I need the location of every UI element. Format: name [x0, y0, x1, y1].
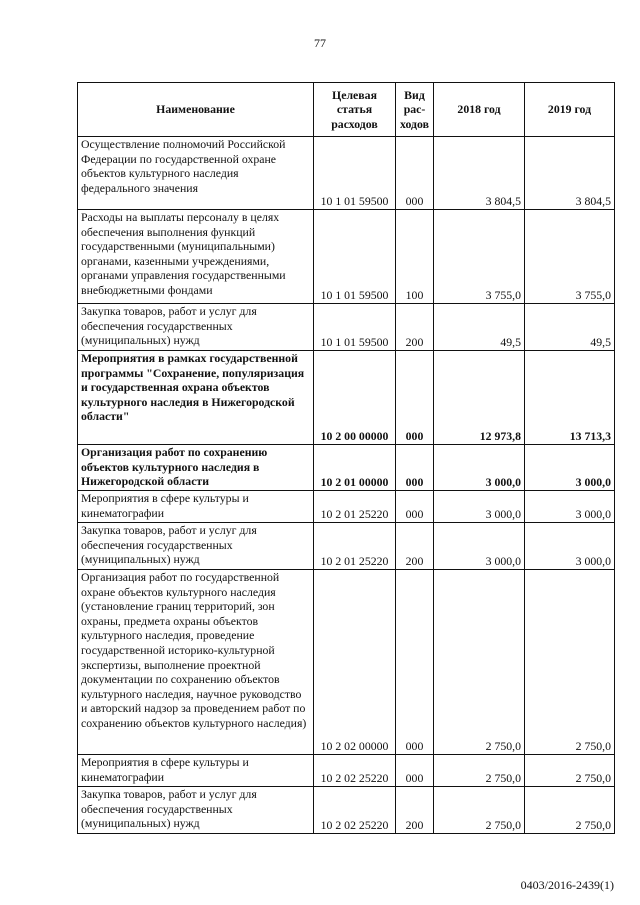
table-row: [78, 787, 615, 834]
table-row: [78, 137, 615, 210]
row-2019: 3 804,5: [525, 137, 615, 210]
row-name: Мероприятия в сфере культуры и кинематографии: [78, 491, 314, 523]
row-kind: 000: [396, 351, 434, 445]
row-2018: 3 000,0: [434, 491, 525, 523]
row-name: Осуществление полномочий Российской Федерации по государственной охране объектов культурного наследия федерального значения: [78, 137, 314, 210]
row-name: Мероприятия в рамках государственной программы "Сохранение, популяризация и государственная охрана объектов культурного наследия в Нижегородской области": [78, 351, 314, 445]
row-2018: 3 804,5: [434, 137, 525, 210]
row-2019: 49,5: [525, 304, 615, 351]
row-code: 10 2 01 25220: [314, 523, 396, 570]
header-year-2018: 2018 год: [434, 83, 525, 137]
row-name: Мероприятия в сфере культуры и кинематографии: [78, 755, 314, 787]
row-kind: 200: [396, 787, 434, 834]
row-name: Организация работ по государственной охране объектов культурного наследия (установление границ территорий, зон охраны, предмета охраны объектов культурного наследия, проведение государственной историко-культурной экспертизы, выполнение проектной документации по сохранению объектов культурного наследия, научное руководство и авторский надзор за проведением работ по сохранению объектов культурного наследия): [78, 570, 314, 755]
row-2019: 3 000,0: [525, 491, 615, 523]
table-row: [78, 523, 615, 570]
row-kind: 000: [396, 445, 434, 491]
row-kind: 000: [396, 755, 434, 787]
row-2019: 3 000,0: [525, 445, 615, 491]
table-header-row: [78, 83, 615, 137]
row-2019: 13 713,3: [525, 351, 615, 445]
table-row: [78, 491, 615, 523]
row-2019: 3 000,0: [525, 523, 615, 570]
row-kind: 000: [396, 491, 434, 523]
row-code: 10 2 01 25220: [314, 491, 396, 523]
table-row: [78, 210, 615, 304]
row-2018: 12 973,8: [434, 351, 525, 445]
row-code: 10 1 01 59500: [314, 137, 396, 210]
row-name: Организация работ по сохранению объектов культурного наследия в Нижегородской области: [78, 445, 314, 491]
table-row: [78, 351, 615, 445]
row-2019: 3 755,0: [525, 210, 615, 304]
row-2019: 2 750,0: [525, 755, 615, 787]
table-row: [78, 445, 615, 491]
row-name: Закупка товаров, работ и услуг для обеспечения государственных (муниципальных) нужд: [78, 304, 314, 351]
row-2019: 2 750,0: [525, 787, 615, 834]
row-code: 10 2 02 25220: [314, 787, 396, 834]
row-name: Закупка товаров, работ и услуг для обеспечения государственных (муниципальных) нужд: [78, 787, 314, 834]
header-name: Наименование: [78, 83, 314, 137]
row-2018: 2 750,0: [434, 787, 525, 834]
row-2019: 2 750,0: [525, 570, 615, 755]
row-2018: 3 755,0: [434, 210, 525, 304]
row-name: Закупка товаров, работ и услуг для обеспечения государственных (муниципальных) нужд: [78, 523, 314, 570]
row-kind: 000: [396, 570, 434, 755]
row-kind: 000: [396, 137, 434, 210]
header-expense-kind: Вид рас-ходов: [396, 83, 434, 137]
row-2018: 3 000,0: [434, 445, 525, 491]
row-2018: 49,5: [434, 304, 525, 351]
row-code: 10 2 00 00000: [314, 351, 396, 445]
row-code: 10 2 02 00000: [314, 570, 396, 755]
table-row: [78, 304, 615, 351]
row-2018: 2 750,0: [434, 755, 525, 787]
table-row: [78, 570, 615, 755]
row-code: 10 1 01 59500: [314, 304, 396, 351]
row-code: 10 2 01 00000: [314, 445, 396, 491]
page-number: 77: [314, 36, 326, 50]
row-kind: 200: [396, 523, 434, 570]
budget-table: [77, 82, 615, 834]
row-kind: 100: [396, 210, 434, 304]
row-code: 10 1 01 59500: [314, 210, 396, 304]
row-name: Расходы на выплаты персоналу в целях обеспечения выполнения функций государственными (муниципальными) органами, казенными учреждениями, органами управления государственными внебюджетными фондами: [78, 210, 314, 304]
row-code: 10 2 02 25220: [314, 755, 396, 787]
header-year-2019: 2019 год: [525, 83, 615, 137]
row-kind: 200: [396, 304, 434, 351]
row-2018: 3 000,0: [434, 523, 525, 570]
document-id: 0403/2016-2439(1): [520, 878, 614, 892]
row-2018: 2 750,0: [434, 570, 525, 755]
table-row: [78, 755, 615, 787]
header-target-article: Целевая статья расходов: [314, 83, 396, 137]
